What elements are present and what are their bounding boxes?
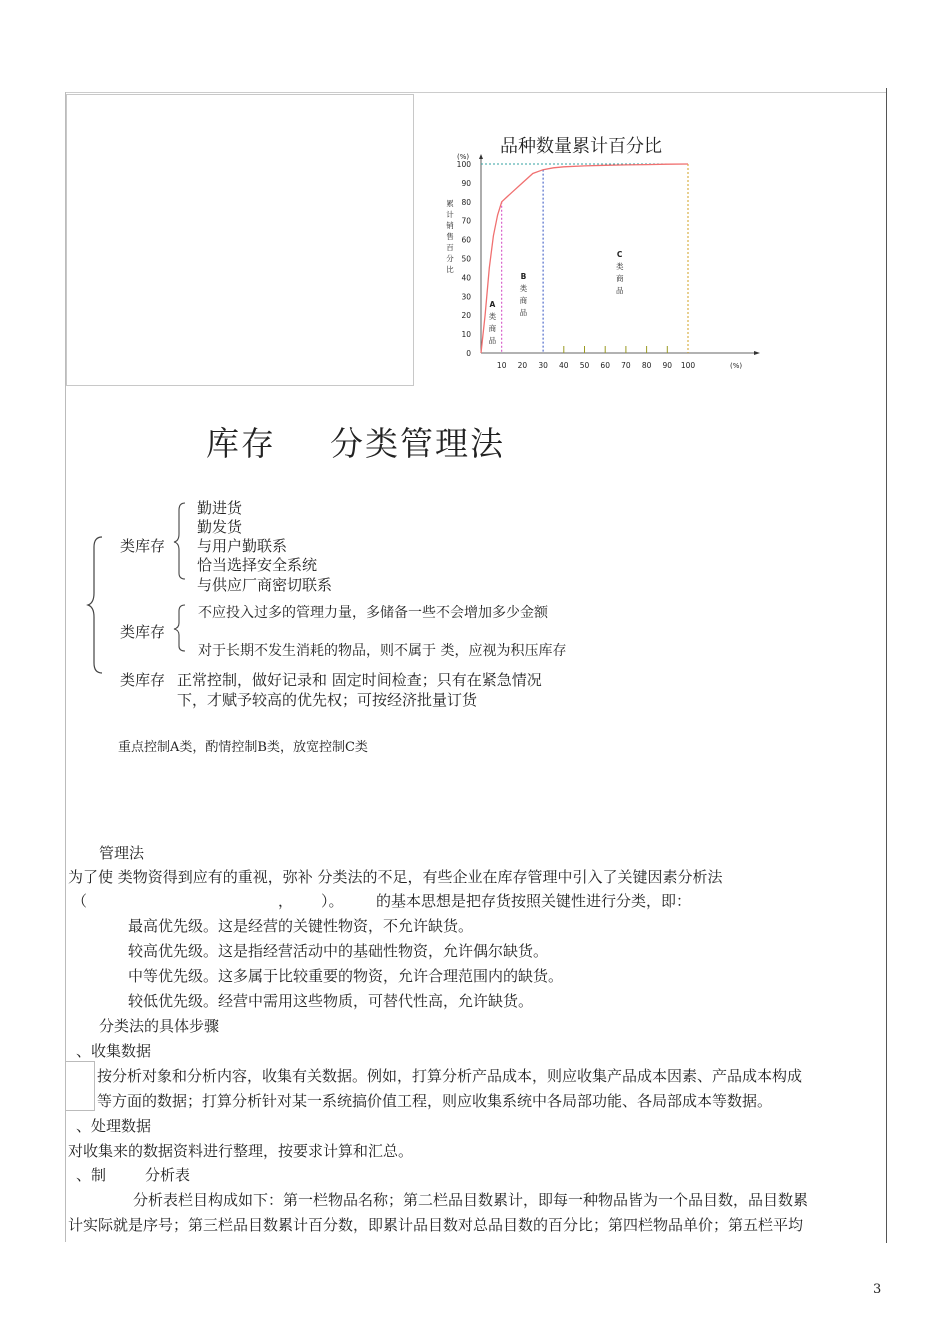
y-axis-label-char: 售: [446, 232, 454, 241]
y-axis-label-char: 销: [446, 221, 454, 230]
control-summary: 重点控制A类，酌情控制B类，放宽控制C类: [118, 740, 368, 755]
abc-chart-svg: [440, 128, 780, 378]
x-tick-label: 10: [496, 361, 507, 370]
class-c-label: 类库存: [120, 671, 166, 689]
class-a-item-5: 与供应厂商密切联系: [197, 576, 333, 594]
page-number: 3: [873, 1282, 882, 1297]
y-tick-label: 20: [461, 311, 471, 321]
region-c-label-char: 类: [615, 262, 624, 271]
paragraph-1-comma: ，: [278, 892, 294, 910]
page-frame-top: [65, 92, 887, 93]
y-axis-label-char: 百: [446, 243, 454, 252]
priority-level-3: 中等优先级。这多属于比较重要的物资，允许合理范围内的缺货。: [128, 967, 564, 985]
page-title-part2: 分类管理法: [330, 424, 505, 463]
x-tick-label: 90: [662, 361, 673, 370]
x-tick-label: 40: [559, 361, 569, 370]
class-b-item-2: 对于长期不发生消耗的物品，则不属于 类，应视为积压库存: [198, 643, 567, 659]
image-placeholder-box: [66, 94, 414, 386]
region-a-label-char: 商: [488, 324, 497, 333]
y-axis-arrow-icon: [479, 154, 483, 159]
y-tick-label: 10: [461, 330, 471, 340]
class-a-item-4: 恰当选择安全系统: [197, 556, 318, 574]
page-frame-right: [886, 88, 887, 1243]
step-1-title: 、收集数据: [76, 1042, 152, 1060]
x-tick-label: 30: [538, 361, 548, 370]
class-a-item-1: 勤进货: [197, 499, 243, 517]
priority-level-4: 较低优先级。经营中需用这些物质，可替代性高，允许缺货。: [128, 992, 534, 1010]
priority-level-1: 最高优先级。这是经营的关键性物资，不允许缺货。: [128, 917, 474, 935]
region-a-label-char: 品: [488, 336, 497, 345]
y-axis-label-char: 累: [446, 199, 454, 208]
step-3-line-2: 计实际就是序号；第三栏品目数累计百分数，即累计品目数对总品目数的百分比；第四栏物品单价；第五栏平均: [68, 1216, 804, 1234]
region-b-label-letter: B: [520, 272, 527, 281]
x-axis-arrow-icon: [754, 351, 760, 355]
class-a-item-3: 与用户勤联系: [197, 537, 288, 555]
priority-level-2: 较高优先级。这是指经营活动中的基础性物资，允许偶尔缺货。: [128, 942, 549, 960]
class-b-label: 类库存: [120, 623, 166, 641]
y-tick-label: 100: [456, 160, 471, 169]
y-axis-label-char: 计: [446, 210, 454, 219]
region-b-label-char: 类: [519, 284, 528, 293]
y-axis-label-char: 比: [446, 265, 454, 274]
x-tick-label: 80: [641, 361, 652, 370]
region-b-label-char: 品: [519, 308, 528, 317]
page-title-part1: 库存: [206, 424, 276, 463]
steps-heading: 分类法的具体步骤: [99, 1017, 220, 1035]
y-tick-label: 80: [461, 197, 471, 207]
y-tick-label: 90: [461, 178, 471, 188]
x-unit-label: (%): [730, 362, 743, 370]
step-2-line-1: 对收集来的数据资料进行整理，按要求计算和汇总。: [68, 1142, 414, 1160]
class-c-line-2: 下，才赋予较高的优先权；可按经济批量订货: [177, 691, 478, 709]
paragraph-1-line-2: 的基本思想是把存货按照关键性进行分类，即：: [376, 892, 692, 910]
y-tick-label: 40: [461, 273, 471, 283]
class-a-item-2: 勤发货: [197, 518, 243, 536]
region-a-label-letter: A: [489, 300, 496, 309]
step-1-line-2: 等方面的数据；打算分析针对某一系统搞价值工程，则应收集系统中各局部功能、各局部成本等数据。: [97, 1092, 773, 1110]
region-c-label-char: 商: [615, 274, 624, 283]
x-tick-label: 70: [621, 361, 631, 370]
y-tick-label: 0: [466, 349, 471, 358]
x-tick-label: 20: [517, 361, 528, 370]
paragraph-1-paren-close: ）。: [321, 892, 344, 910]
cumulative-curve-line: [481, 164, 688, 353]
y-axis-label-char: 分: [446, 254, 454, 263]
y-tick-label: 70: [461, 216, 471, 226]
class-a-brace-icon: [172, 501, 188, 581]
y-tick-label: 50: [461, 254, 471, 264]
chart-title: 品种数量累计百分比: [500, 136, 662, 157]
class-b-item-1: 不应投入过多的管理力量，多储备一些不会增加多少金额: [198, 605, 548, 621]
step-1-indent-box: [66, 1061, 95, 1111]
class-b-brace-icon: [172, 603, 188, 653]
step-3-title-b: 分析表: [145, 1166, 191, 1184]
paragraph-1-line-1: 为了使 类物资得到应有的重视，弥补 分类法的不足，有些企业在库存管理中引入了关键因素分析法: [68, 868, 723, 886]
x-tick-label: 100: [680, 361, 696, 370]
class-c-line-1: 正常控制，做好记录和 固定时间检查；只有在紧急情况: [177, 671, 542, 689]
class-a-label: 类库存: [120, 537, 166, 555]
section-heading: 管理法: [99, 844, 145, 862]
paragraph-1-paren-open: （: [72, 892, 88, 910]
region-b-label-char: 商: [519, 296, 528, 305]
y-tick-label: 60: [461, 235, 471, 245]
step-3-title-a: 、制: [76, 1166, 107, 1184]
x-tick-label: 60: [600, 361, 610, 370]
step-1-line-1: 按分析对象和分析内容，收集有关数据。例如，打算分析产品成本，则应收集产品成本因素、产品成本构成: [97, 1067, 803, 1085]
step-2-title: 、处理数据: [76, 1117, 152, 1135]
region-a-label-char: 类: [488, 312, 497, 321]
region-c-label-letter: C: [616, 250, 623, 259]
region-c-label-char: 品: [615, 286, 624, 295]
step-3-line-1: 分析表栏目构成如下：第一栏物品名称；第二栏品目数累计，即每一种物品皆为一个品目数，品目数累: [133, 1191, 809, 1209]
y-unit-label: (%): [457, 153, 470, 161]
abc-chart: [440, 128, 780, 378]
outer-brace-icon: [86, 535, 104, 675]
y-tick-label: 30: [461, 292, 471, 302]
x-tick-label: 50: [579, 361, 590, 370]
